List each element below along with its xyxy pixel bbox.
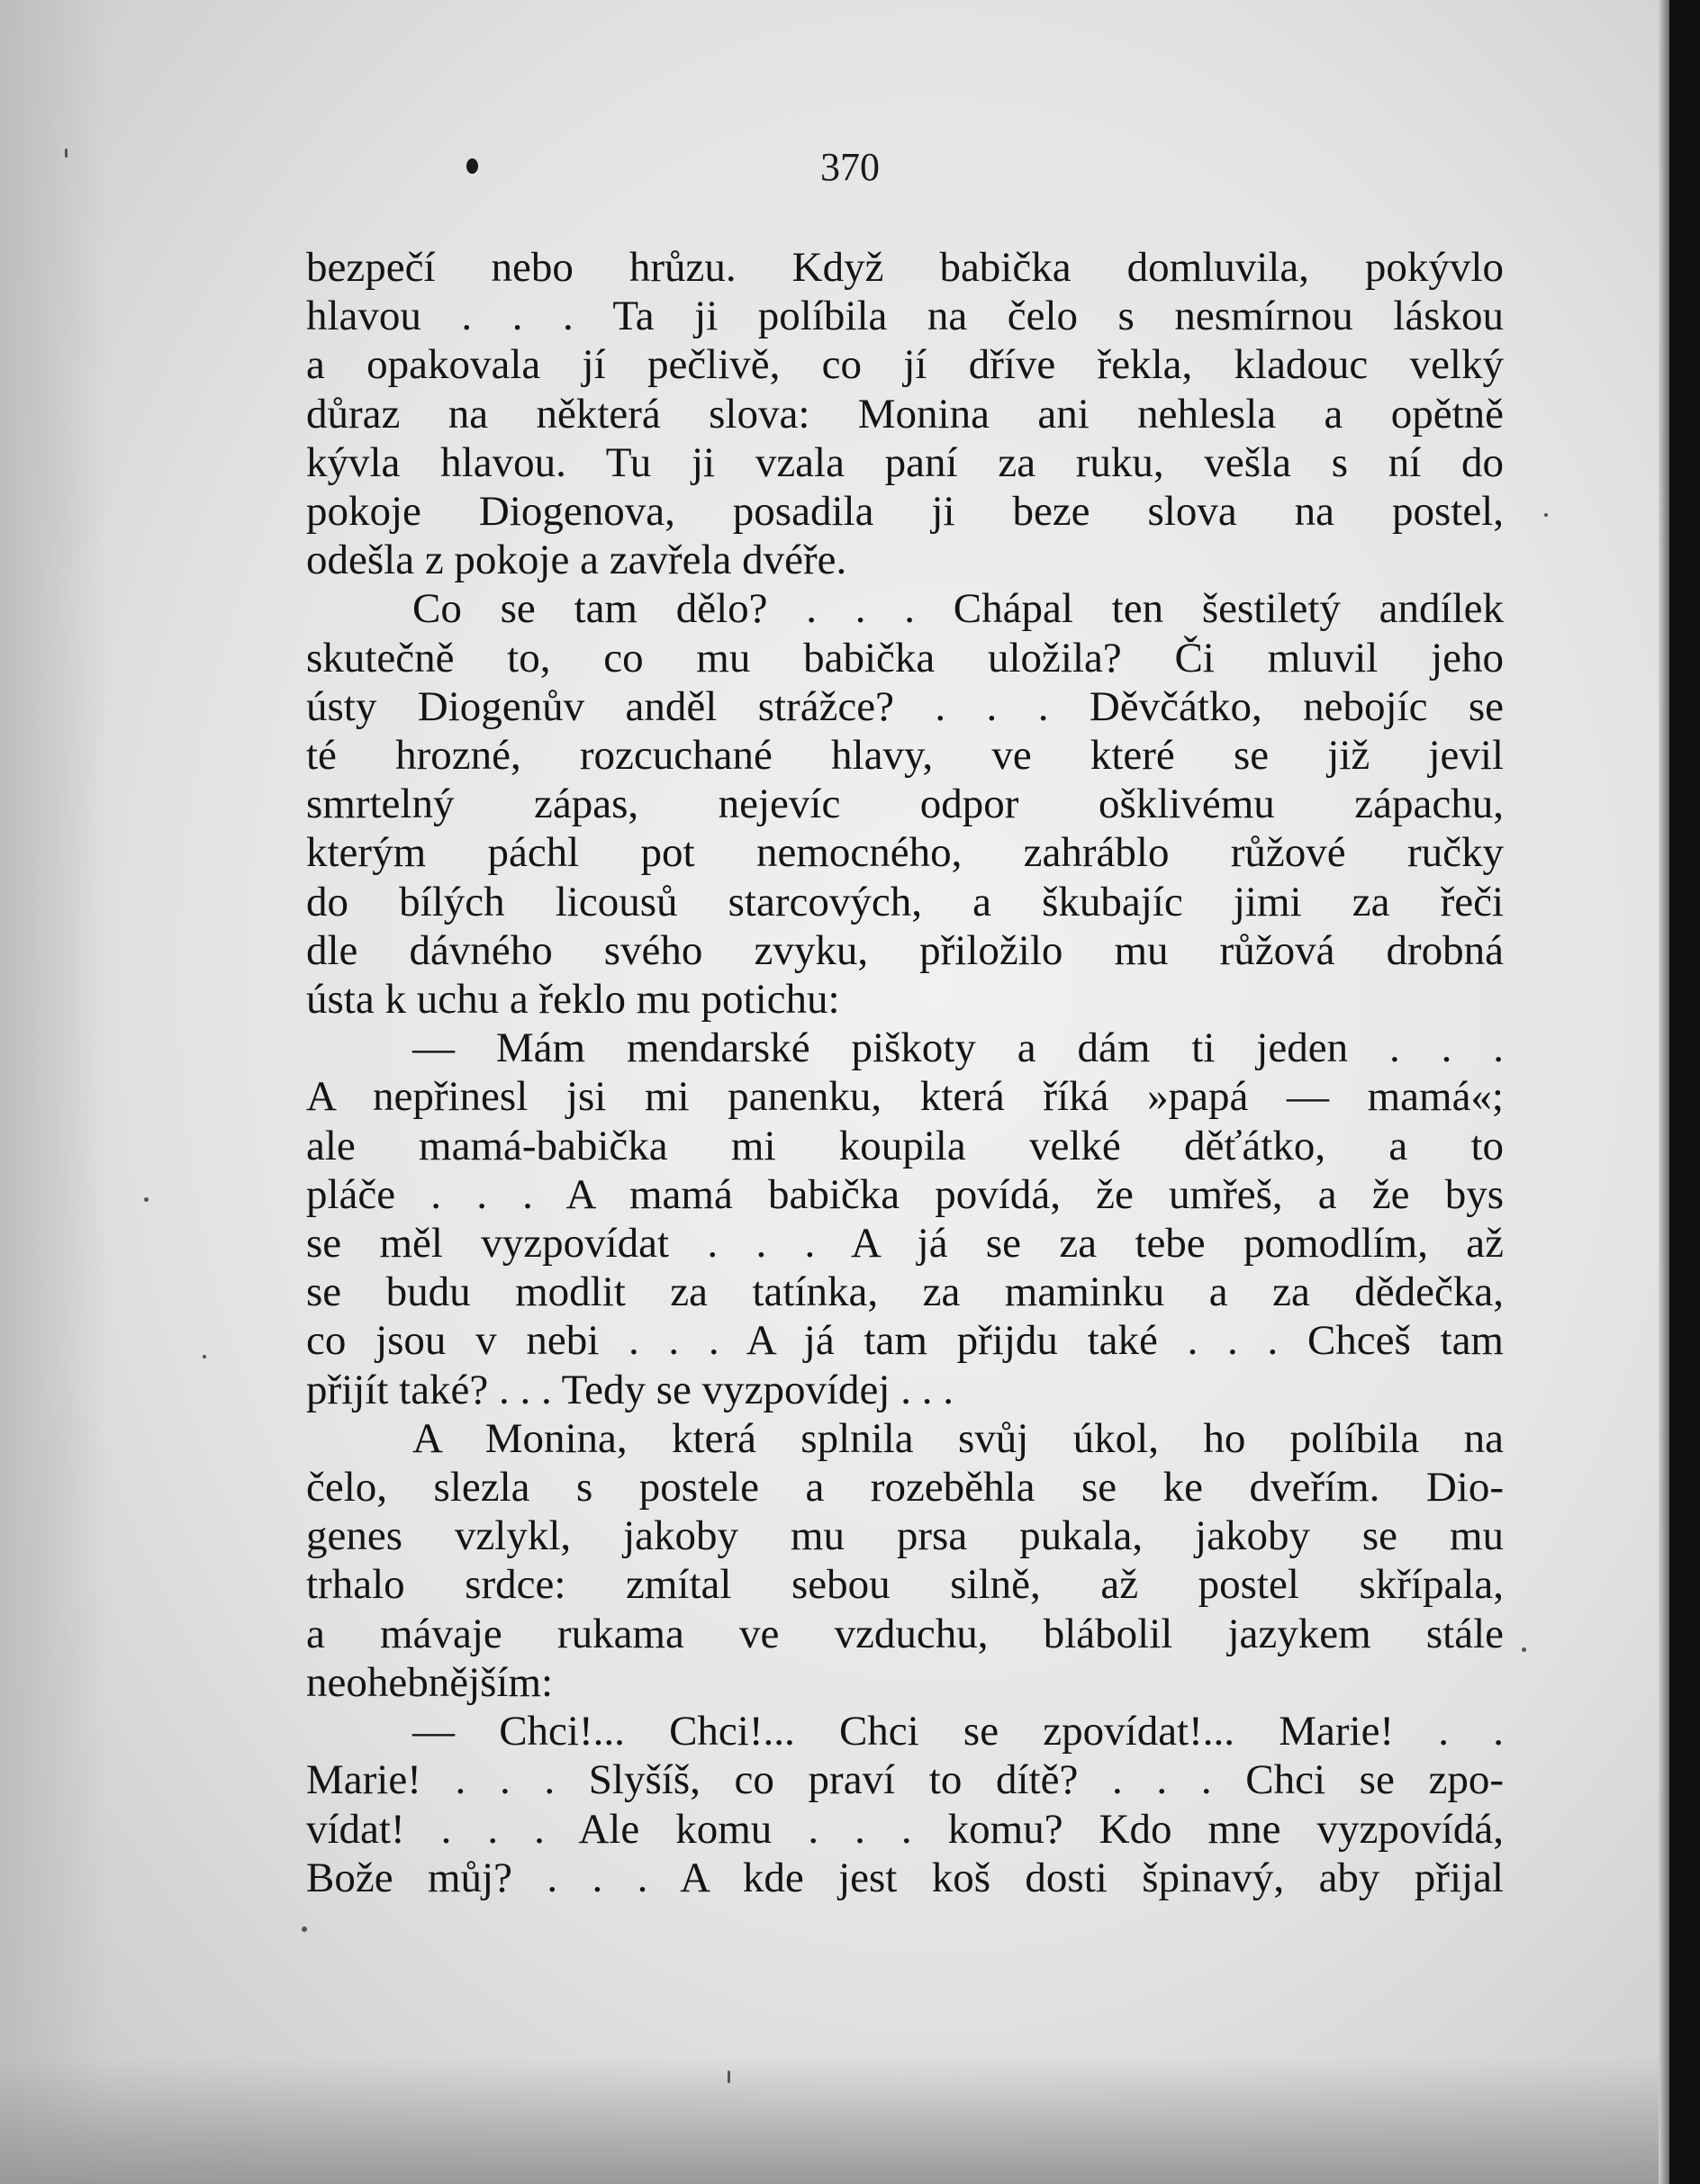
text-line: čelo, slezla s postele a rozeběhla se ke dveřím. Dio-	[306, 1464, 1504, 1512]
text-line: dle dávného svého zvyku, přiložilo mu růžová drobná	[306, 926, 1504, 974]
text-line: Co se tam dělo? . . . Chápal ten šestiletý andílek	[412, 585, 1504, 633]
text-line: té hrozné, rozcuchané hlavy, ve které se již jevil	[306, 732, 1504, 780]
text-line: důraz na některá slova: Monina ani nehlesla a opětně	[306, 390, 1504, 438]
text-line: se budu modlit za tatínka, za maminku a za dědečka,	[306, 1268, 1504, 1316]
text-line: pláče . . . A mamá babička povídá, že umřeš, a že bys	[306, 1170, 1504, 1218]
text-line: A nepřinesl jsi mi panenku, která říká »papá — mamá«;	[306, 1073, 1504, 1121]
body-text	[306, 243, 1504, 1902]
text-line: smrtelný zápas, nejevíc odpor ošklivému zápachu,	[306, 781, 1504, 828]
text-line: ústa k uchu a řeklo mu potichu:	[306, 976, 840, 1024]
page-right-shadow	[1659, 0, 1669, 2184]
text-line: — Chci!... Chci!... Chci se zpovídat!... Marie! . .	[412, 1708, 1504, 1755]
text-line: odešla z pokoje a zavřela dvéře.	[306, 537, 847, 584]
text-line: přijít také? . . . Tedy se vyzpovídej . . .	[306, 1366, 954, 1413]
text-line: genes vzlykl, jakoby mu prsa pukala, jakoby se mu	[306, 1512, 1504, 1560]
text-line: Marie! . . . Slyšíš, co praví to dítě? . . . Chci se zpo-	[306, 1756, 1504, 1804]
page-right-edge	[1669, 0, 1700, 2184]
page-number: 370	[820, 145, 880, 189]
text-line: a mávaje rukama ve vzduchu, blábolil jazykem stále	[306, 1610, 1504, 1657]
text-line: bezpečí nebo hrůzu. Když babička domluvila, pokývlo	[306, 244, 1504, 291]
text-line: hlavou . . . Ta ji políbila na čelo s nesmírnou láskou	[306, 293, 1504, 340]
text-line: skutečně to, co mu babička uložila? Či mluvil jeho	[306, 634, 1504, 681]
text-line: pokoje Diogenova, posadila ji beze slova na postel,	[306, 488, 1504, 536]
page-bottom-shadow	[0, 2058, 1700, 2184]
text-line: Bože můj? . . . A kde jest koš dosti špinavý, aby přijal	[306, 1854, 1504, 1901]
text-line: — Mám mendarské piškoty a dám ti jeden . . .	[412, 1024, 1504, 1072]
text-line: ale mamá-babička mi koupila velké děťátko, a to	[306, 1122, 1504, 1169]
text-line: vídat! . . . Ale komu . . . komu? Kdo mne vyzpovídá,	[306, 1805, 1504, 1853]
text-line: ústy Diogenův anděl strážce? . . . Děvčátko, nebojíc se	[306, 682, 1504, 730]
text-line: A Monina, která splnila svůj úkol, ho políbila na	[412, 1414, 1504, 1462]
text-line: do bílých licousů starcových, a škubajíc jimi za řeči	[306, 878, 1504, 925]
text-line: neohebnějším:	[306, 1658, 554, 1706]
text-line: kývla hlavou. Tu ji vzala paní za ruku, vešla s ní do	[306, 438, 1504, 486]
text-line: a opakovala jí pečlivě, co jí dříve řekla, kladouc velký	[306, 341, 1504, 389]
text-line: se měl vyzpovídat . . . A já se za tebe pomodlím, až	[306, 1220, 1504, 1268]
page-left-shadow	[0, 0, 108, 2184]
text-line: co jsou v nebi . . . A já tam přijdu také . . . Chceš tam	[306, 1317, 1504, 1365]
text-line: kterým páchl pot nemocného, zahráblo růžové ručky	[306, 829, 1504, 877]
text-line: trhalo srdce: zmítal sebou silně, až postel skřípala,	[306, 1561, 1504, 1609]
